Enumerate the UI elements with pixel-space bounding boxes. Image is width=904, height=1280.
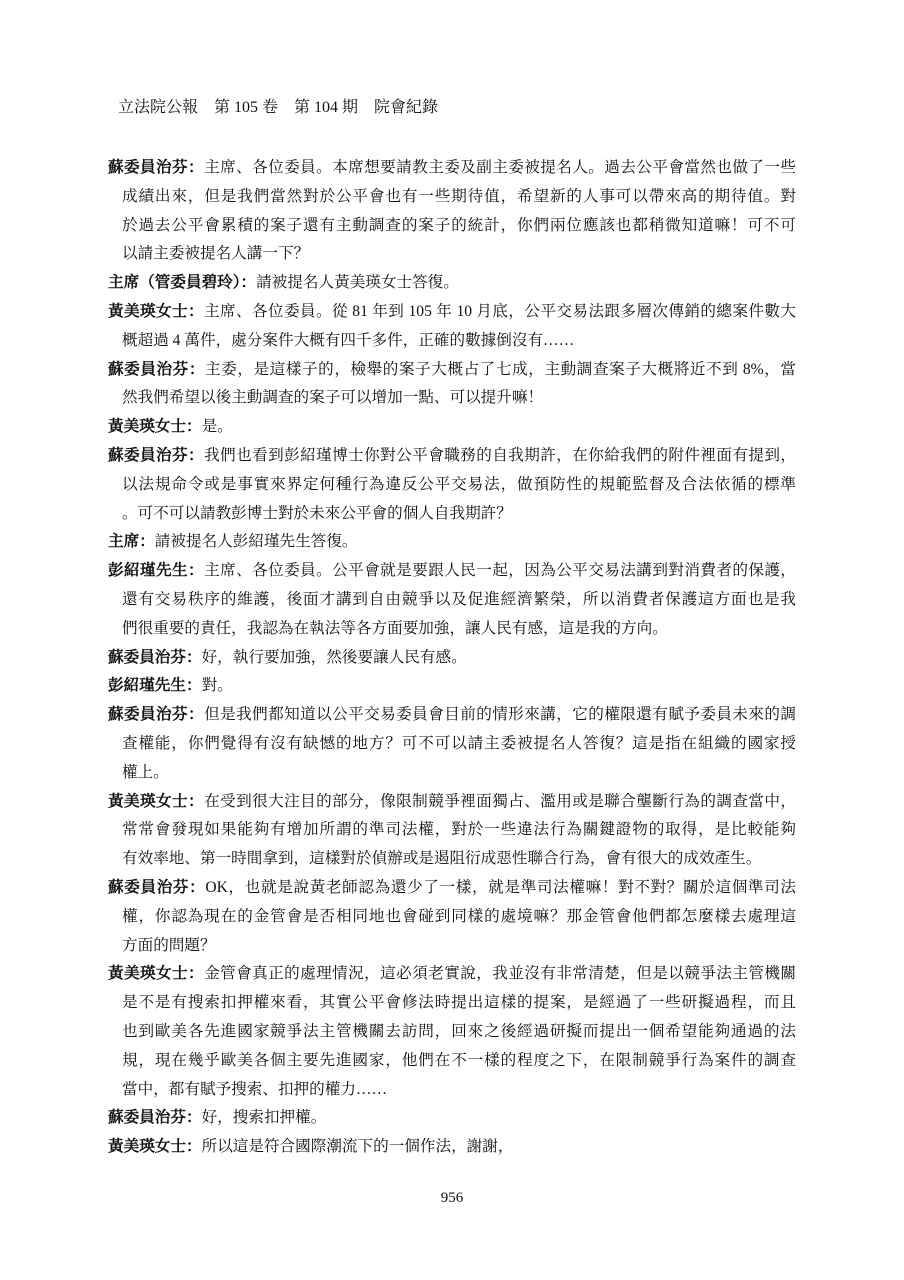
speech-text: 好，執行要加強，然後要讓人民有感。 [201, 648, 467, 666]
speech-text: 主席、各位委員。從 81 年到 105 年 10 月底，公平交易法跟多層次傳銷的總案件數大 [204, 302, 796, 320]
transcript-line [108, 1104, 796, 1133]
transcript-line [108, 557, 796, 586]
page-number: 956 [440, 1190, 464, 1206]
speech-text: 權上。 [122, 763, 169, 781]
speech-text: 權，你認為現在的金管會是否相同地也會碰到同樣的處境嘛？那金管會他們都怎麼樣去處理這 [122, 907, 796, 925]
transcript-entry [108, 644, 796, 673]
speech-text: 我們也看到彭紹瑾博士你對公平會職務的自我期許，在你給我們的附件裡面有提到， [204, 446, 796, 464]
transcript-line [108, 269, 796, 298]
speaker-label: 黃美瑛女士： [108, 965, 205, 983]
speech-text: 但是我們都知道以公平交易委員會目前的情形來講，它的權限還有賦予委員未來的調 [204, 706, 796, 724]
transcript-entry [108, 1133, 796, 1162]
speech-text: 對。 [201, 677, 233, 695]
transcript-line [108, 500, 796, 529]
speaker-label: 蘇委員治芬： [108, 159, 205, 176]
transcript-line [108, 212, 796, 241]
speech-text: 於過去公平會累積的案子還有主動調查的案子的統計，你們兩位應該也都稍微知道嘛！可不可 [122, 216, 796, 234]
speech-text: 請被提名人彭紹瑾先生答復。 [154, 533, 358, 551]
speaker-label: 蘇委員治芬： [108, 706, 205, 724]
transcript-line [108, 644, 796, 673]
speech-text: 。可不可以請教彭博士對於未來公平會的個人自我期許？ [122, 504, 512, 522]
transcript-line [108, 960, 796, 989]
speech-text: 請被提名人黃美瑛女士答復。 [256, 274, 459, 292]
transcript-entry [108, 528, 796, 557]
transcript-line [108, 788, 796, 817]
speech-text: 主席、各位委員。本席想要請教主委及副主委被提名人。過去公平會當然也做了一些 [204, 159, 796, 176]
speaker-label: 蘇委員治芬： [108, 878, 206, 896]
speaker-label: 黃美瑛女士： [108, 418, 202, 436]
transcript-line [108, 384, 796, 413]
speech-text: 查權能，你們覺得有沒有缺憾的地方？可不可以請主委被提名人答復？這是指在組織的國家授 [122, 734, 796, 752]
speech-text: 也到歐美各先進國家競爭法主管機關去訪問，回來之後經過研擬而提出一個希望能夠通過的法 [122, 1022, 796, 1040]
transcript-line [108, 1076, 796, 1105]
speech-text: 有效率地、第一時間拿到，這樣對於偵辦或是遏阻衍成惡性聯合行為，會有很大的成效產生。 [122, 850, 762, 868]
speech-text: 常常會發現如果能夠有增加所謂的準司法權，對於一些違法行為關鍵證物的取得，是比較能夠 [122, 821, 796, 839]
transcript-line [108, 874, 796, 903]
transcript-entry [108, 356, 796, 414]
speech-text: 在受到很大注目的部分，像限制競爭裡面獨占、濫用或是聯合壟斷行為的調查當中， [204, 792, 796, 810]
transcript-entry [108, 874, 796, 960]
transcript-line [108, 759, 796, 788]
speaker-label: 蘇委員治芬： [108, 446, 205, 464]
transcript-entry [108, 701, 796, 787]
transcript-entry [108, 557, 796, 643]
transcript-line [108, 240, 796, 269]
speech-text: 還有交易秩序的維護，後面才講到自由競爭以及促進經濟繁榮，所以消費者保護這方面也是我 [122, 590, 796, 608]
transcript-line [108, 1133, 796, 1162]
transcript-entry [108, 413, 796, 442]
speaker-label: 黃美瑛女士： [108, 792, 205, 810]
transcript-line [108, 701, 796, 730]
speech-text: 當中，都有賦予搜索、扣押的權力…… [122, 1080, 388, 1098]
transcript-line [108, 442, 796, 471]
transcript-line [108, 586, 796, 615]
speaker-label: 主席： [108, 533, 155, 551]
gazette-header: 立法院公報 第 105 卷 第 104 期 院會紀錄 [118, 99, 439, 116]
speech-text: 主委，是這樣子的，檢舉的案子大概占了七成，主動調查案子大概將近不到 8%，當 [205, 360, 796, 378]
speech-text: 規，現在幾乎歐美各個主要先進國家，他們在不一樣的程度之下，在限制競爭行為案件的調查 [122, 1051, 796, 1069]
transcript-line [108, 528, 796, 557]
speaker-label: 蘇委員治芬： [108, 360, 205, 378]
speaker-label: 黃美瑛女士： [108, 1138, 202, 1156]
transcript-line [108, 816, 796, 845]
transcript-entry [108, 960, 796, 1104]
speaker-label: 蘇委員治芬： [108, 648, 202, 666]
speech-text: 所以這是符合國際潮流下的一個作法，謝謝， [201, 1138, 514, 1156]
transcript-line [108, 327, 796, 356]
transcript-entry [108, 269, 796, 298]
speaker-label: 蘇委員治芬： [108, 1109, 202, 1127]
transcript-entry [108, 154, 796, 269]
transcript-line [108, 730, 796, 759]
transcript-line [108, 154, 796, 183]
speech-text: 們很重要的責任，我認為在執法等各方面要加強，讓人民有感，這是我的方向。 [122, 619, 668, 637]
transcript-line [108, 471, 796, 500]
transcript-line [108, 932, 796, 961]
transcript-entry [108, 1104, 796, 1133]
speech-text: OK，也就是說黃老師認為還少了一樣，就是準司法權嘛！對不對？關於這個準司法 [205, 878, 796, 896]
speech-text: 金管會真正的處理情況，這必須老實說，我並沒有非常清楚，但是以競爭法主管機關 [204, 965, 796, 983]
transcript-entry [108, 788, 796, 874]
speech-text: 成績出來，但是我們當然對於公平會也有一些期待值，希望新的人事可以帶來高的期待值。對 [122, 187, 796, 205]
speech-text: 概超過 4 萬件，處分案件大概有四千多件，正確的數據倒沒有…… [122, 331, 575, 349]
speech-text: 好，搜索扣押權。 [201, 1109, 327, 1127]
transcript-line [108, 989, 796, 1018]
transcript-line [108, 356, 796, 385]
transcript-line [108, 183, 796, 212]
speaker-label: 彭紹瑾先生： [108, 562, 205, 580]
speech-text: 以法規命令或是事實來界定何種行為違反公平交易法，做預防性的規範監督及合法依循的標準 [122, 475, 796, 493]
speaker-label: 主席（管委員碧玲）： [108, 274, 257, 292]
speech-text: 是不是有搜索扣押權來看，其實公平會修法時提出這樣的提案，是經過了一些研擬過程，而且 [122, 994, 796, 1012]
transcript-entry [108, 442, 796, 528]
transcript [108, 154, 796, 1162]
transcript-line [108, 1047, 796, 1076]
transcript-line [108, 298, 796, 327]
speech-text: 然我們希望以後主動調查的案子可以增加一點、可以提升嘛！ [122, 389, 544, 407]
transcript-line [108, 903, 796, 932]
transcript-line [108, 1018, 796, 1047]
speech-text: 方面的問題？ [122, 936, 216, 954]
speaker-label: 彭紹瑾先生： [108, 677, 202, 695]
speaker-label: 黃美瑛女士： [108, 302, 204, 320]
transcript-line [108, 615, 796, 644]
transcript-entry [108, 672, 796, 701]
speech-text: 是。 [201, 418, 233, 436]
transcript-line [108, 672, 796, 701]
speech-text: 主席、各位委員。公平會就是要跟人民一起，因為公平交易法講到對消費者的保護， [204, 562, 796, 580]
speech-text: 以請主委被提名人講一下？ [122, 245, 310, 263]
transcript-entry [108, 298, 796, 356]
transcript-line [108, 413, 796, 442]
transcript-line [108, 845, 796, 874]
